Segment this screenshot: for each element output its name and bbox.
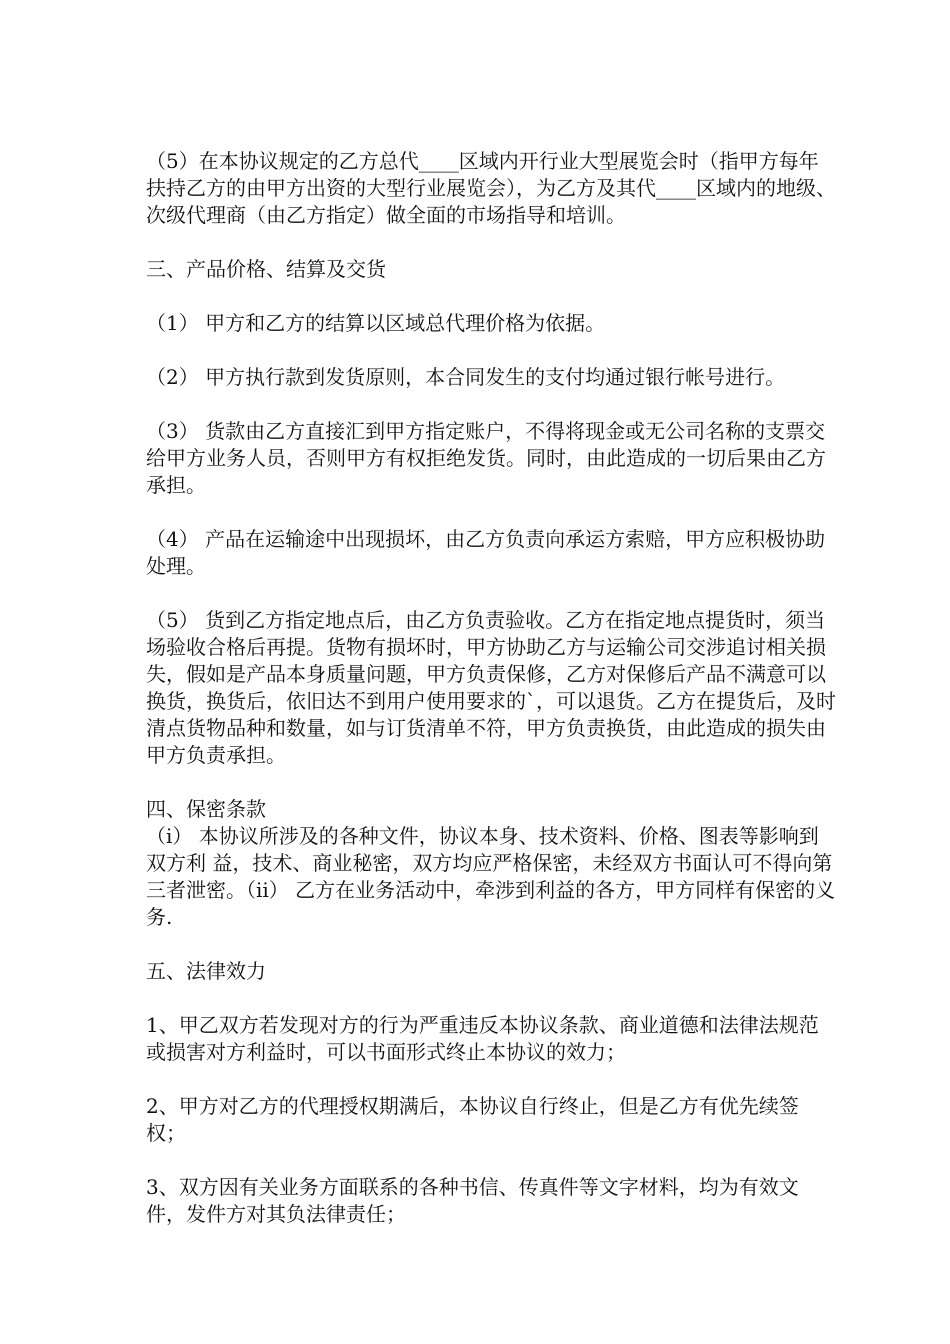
section-3-item-5: （5） 货到乙方指定地点后，由乙方负责验收。乙方在指定地点提货时，须当场验收合格后再提。货物有损坏时，甲方协助乙方与运输公司交涉追讨相关损失，假如是产品本身质量问题，甲方负责保修，乙方对保修后产品不满意可以换货，换货后，依旧达不到用户使用要求的`，可以退货。乙方在提货后，及时清点货物品种和数量，如与订货清单不符，甲方负责换货，由此造成的损失由甲方负责承担。 [146,608,836,767]
section-5-item-2: 2、甲方对乙方的代理授权期满后，本协议自行终止，但是乙方有优先续签权； [146,1094,799,1145]
section-5-heading: 五、法律效力 [146,959,266,983]
section-3-item-3: （3） 货款由乙方直接汇到甲方指定账户，不得将现金或无公司名称的支票交给甲方业务人员，否则甲方有权拒绝发货。同时，由此造成的一切后果由乙方承担。 [146,419,826,497]
section-5-item-3: 3、双方因有关业务方面联系的各种书信、传真件等文字材料，均为有效文件，发件方对其负法律责任； [146,1175,799,1226]
document-page [146,148,836,1228]
section-5-item-1: 1、甲乙双方若发现对方的行为严重违反本协议条款、商业道德和法律法规范或损害对方利益时，可以书面形式终止本协议的效力； [146,1013,819,1064]
clause-5-training: （5）在本协议规定的乙方总代____区域内开行业大型展览会时（指甲方每年扶持乙方的由甲方出资的大型行业展览会），为乙方及其代____区域内的地级、次级代理商（由乙方指定）做全面的市场指导和培训。 [146,149,836,227]
section-3-item-2: （2） 甲方执行款到发货原则，本合同发生的支付均通过银行帐号进行。 [146,365,786,389]
section-3-item-1: （1） 甲方和乙方的结算以区域总代理价格为依据。 [146,311,606,335]
section-3-heading: 三、产品价格、结算及交货 [146,257,386,281]
section-4-heading: 四、保密条款 [146,797,266,821]
section-3-item-4: （4） 产品在运输途中出现损坏，由乙方负责向承运方索赔，甲方应积极协助处理。 [146,527,826,578]
section-4-confidentiality: （ⅰ） 本协议所涉及的各种文件，协议本身、技术资料、价格、图表等影响到双方利 益，技术、商业秘密，双方均应严格保密，未经双方书面认可不得向第三者泄密。（ⅱ） 乙方在业务活动中，牵涉到利益的各方，甲方同样有保密的义务. [146,824,836,929]
